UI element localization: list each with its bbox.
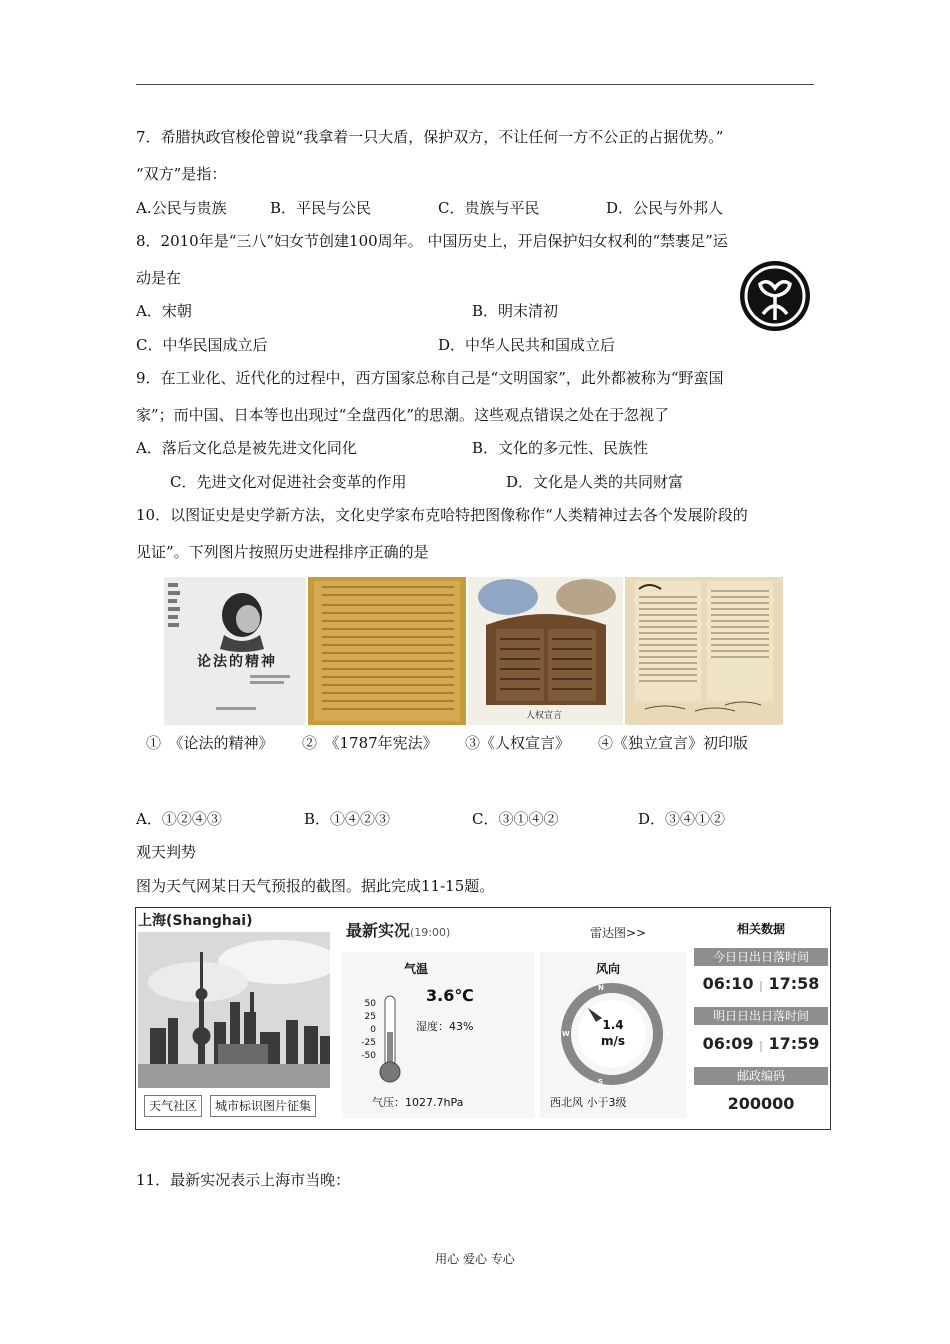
q9-stem-line2: 家”；而中国、日本等也出现过“全盘西化”的思潮。这些观点错误之处在于忽视了 xyxy=(136,406,670,424)
q7-option-c: C．贵族与平民 xyxy=(438,199,540,217)
scale-tick: -25 xyxy=(361,1038,376,1048)
q11-stem: 11．最新实况表示上海市当晚： xyxy=(136,1171,351,1189)
wind-speed-unit: m/s xyxy=(600,1034,626,1048)
q7-stem-line1: 7．希腊执政官梭伦曾说“我拿着一只大盾，保护双方，不让任何一方不公正的占据优势。” xyxy=(136,128,724,146)
book-cover-image xyxy=(164,577,306,725)
radar-link[interactable]: 雷达图>> xyxy=(590,926,647,940)
thermometer-scale xyxy=(358,998,376,1063)
latest-time: (19:00) xyxy=(410,926,451,939)
womens-federation-emblem-icon xyxy=(738,260,812,332)
caption-4: ④《独立宣言》初印版 xyxy=(598,734,749,752)
city-panel xyxy=(138,910,332,1126)
tomorrow-sunrise: 06:09 xyxy=(702,1034,754,1053)
header-rule xyxy=(136,84,814,85)
compass-e: E xyxy=(667,1030,672,1038)
compass-s: S xyxy=(598,1078,604,1086)
q7-option-a: A.公民与贵族 xyxy=(136,199,227,217)
tomorrow-sunset: 17:59 xyxy=(768,1034,820,1053)
wind-label: 风向 xyxy=(596,962,621,976)
tomorrow-sun-header: 明日日出日落时间 xyxy=(694,1007,828,1025)
q7-option-d: D．公民与外邦人 xyxy=(606,199,724,217)
q10-option-c: C．③①④② xyxy=(472,810,559,828)
q9-stem-line1: 9．在工业化、近代化的过程中，西方国家总称自己是“文明国家”，此外都被称为“野蛮国 xyxy=(136,369,724,387)
pressure-value: 气压：1027.7hPa xyxy=(372,1096,464,1109)
page-footer: 用心 爱心 专心 xyxy=(435,1252,515,1266)
postal-header: 邮政编码 xyxy=(694,1067,828,1085)
compass-n: N xyxy=(598,984,604,992)
scale-tick: -50 xyxy=(361,1051,376,1061)
independence-print-image xyxy=(625,577,783,725)
related-title: 相关数据 xyxy=(736,922,785,936)
constitution-parchment-image xyxy=(308,577,466,725)
temperature-value: 3.6℃ xyxy=(426,986,474,1005)
latest-title xyxy=(346,918,450,941)
skyline-photo xyxy=(138,932,330,1088)
q10-option-a: A．①②④③ xyxy=(136,810,222,828)
q8-option-b: B．明末清初 xyxy=(472,302,559,320)
scale-tick: 25 xyxy=(364,1012,376,1022)
tomorrow-sun-times xyxy=(694,1034,828,1053)
declaration-tablet-image xyxy=(468,577,623,725)
related-data-panel xyxy=(694,910,828,1126)
caption-1: ① 《论法的精神》 xyxy=(146,734,274,752)
q7-stem-line2: “双方”是指： xyxy=(136,165,227,183)
time-separator: | xyxy=(759,979,763,992)
compass-w: W xyxy=(562,1030,570,1038)
weather-community-button[interactable]: 天气社区 xyxy=(144,1095,202,1117)
q8-option-a: A．宋朝 xyxy=(136,302,192,320)
latest-label: 最新实况 xyxy=(346,921,411,940)
today-sunrise: 06:10 xyxy=(702,974,754,993)
today-sun-times xyxy=(694,974,828,993)
q7-option-b: B．平民与公民 xyxy=(270,199,372,217)
humidity-value: 湿度：43% xyxy=(416,1020,474,1033)
city-logo-collection-button[interactable]: 城市标识图片征集 xyxy=(210,1095,316,1117)
book-title: 论法的精神 xyxy=(197,654,277,670)
wind-panel xyxy=(540,952,686,1118)
today-sunset: 17:58 xyxy=(768,974,820,993)
section-title: 观天判势 xyxy=(136,843,197,861)
city-name: 上海(Shanghai) xyxy=(138,913,253,929)
q9-option-b: B．文化的多元性、民族性 xyxy=(472,439,649,457)
temperature-panel xyxy=(342,952,534,1118)
q8-stem-line1: 8．2010年是“三八”妇女节创建100周年。 中国历史上，开启保护妇女权利的“禁裹足”运 xyxy=(136,232,728,250)
q9-option-c: C．先进文化对促进社会变革的作用 xyxy=(170,473,407,491)
q10-option-d: D．③④①② xyxy=(638,810,726,828)
q10-stem-line2: 见证”。下列图片按照历史进程排序正确的是 xyxy=(136,543,429,561)
q10-option-b: B．①④②③ xyxy=(304,810,391,828)
q9-option-d: D．文化是人类的共同财富 xyxy=(506,473,684,491)
q8-option-d: D．中华人民共和国成立后 xyxy=(438,336,616,354)
wind-speed-value: 1.4 xyxy=(602,1018,624,1032)
tablet-label: 人权宣言 xyxy=(526,711,563,721)
wind-description: 西北风 小于3级 xyxy=(550,1096,627,1109)
q10-stem-line1: 10．以图证史是史学新方法，文化史学家布克哈特把图像称作“人类精神过去各个发展阶段的 xyxy=(136,506,748,524)
scale-tick: 50 xyxy=(364,999,376,1009)
q8-stem-line2: 动是在 xyxy=(136,269,182,287)
q8-option-c: C．中华民国成立后 xyxy=(136,336,268,354)
intro-text: 图为天气网某日天气预报的截图。据此完成11-15题。 xyxy=(136,877,495,895)
today-sun-header: 今日日出日落时间 xyxy=(694,948,828,966)
temperature-label: 气温 xyxy=(404,962,429,976)
caption-2: ② 《1787年宪法》 xyxy=(302,734,438,752)
postal-code: 200000 xyxy=(727,1094,795,1113)
time-separator: | xyxy=(759,1039,763,1052)
weather-widget xyxy=(135,907,831,1130)
thermometer-icon xyxy=(378,994,402,1084)
scale-tick: 0 xyxy=(370,1025,376,1035)
caption-3: ③《人权宣言》 xyxy=(465,734,571,752)
q9-option-a: A．落后文化总是被先进文化同化 xyxy=(136,439,357,457)
